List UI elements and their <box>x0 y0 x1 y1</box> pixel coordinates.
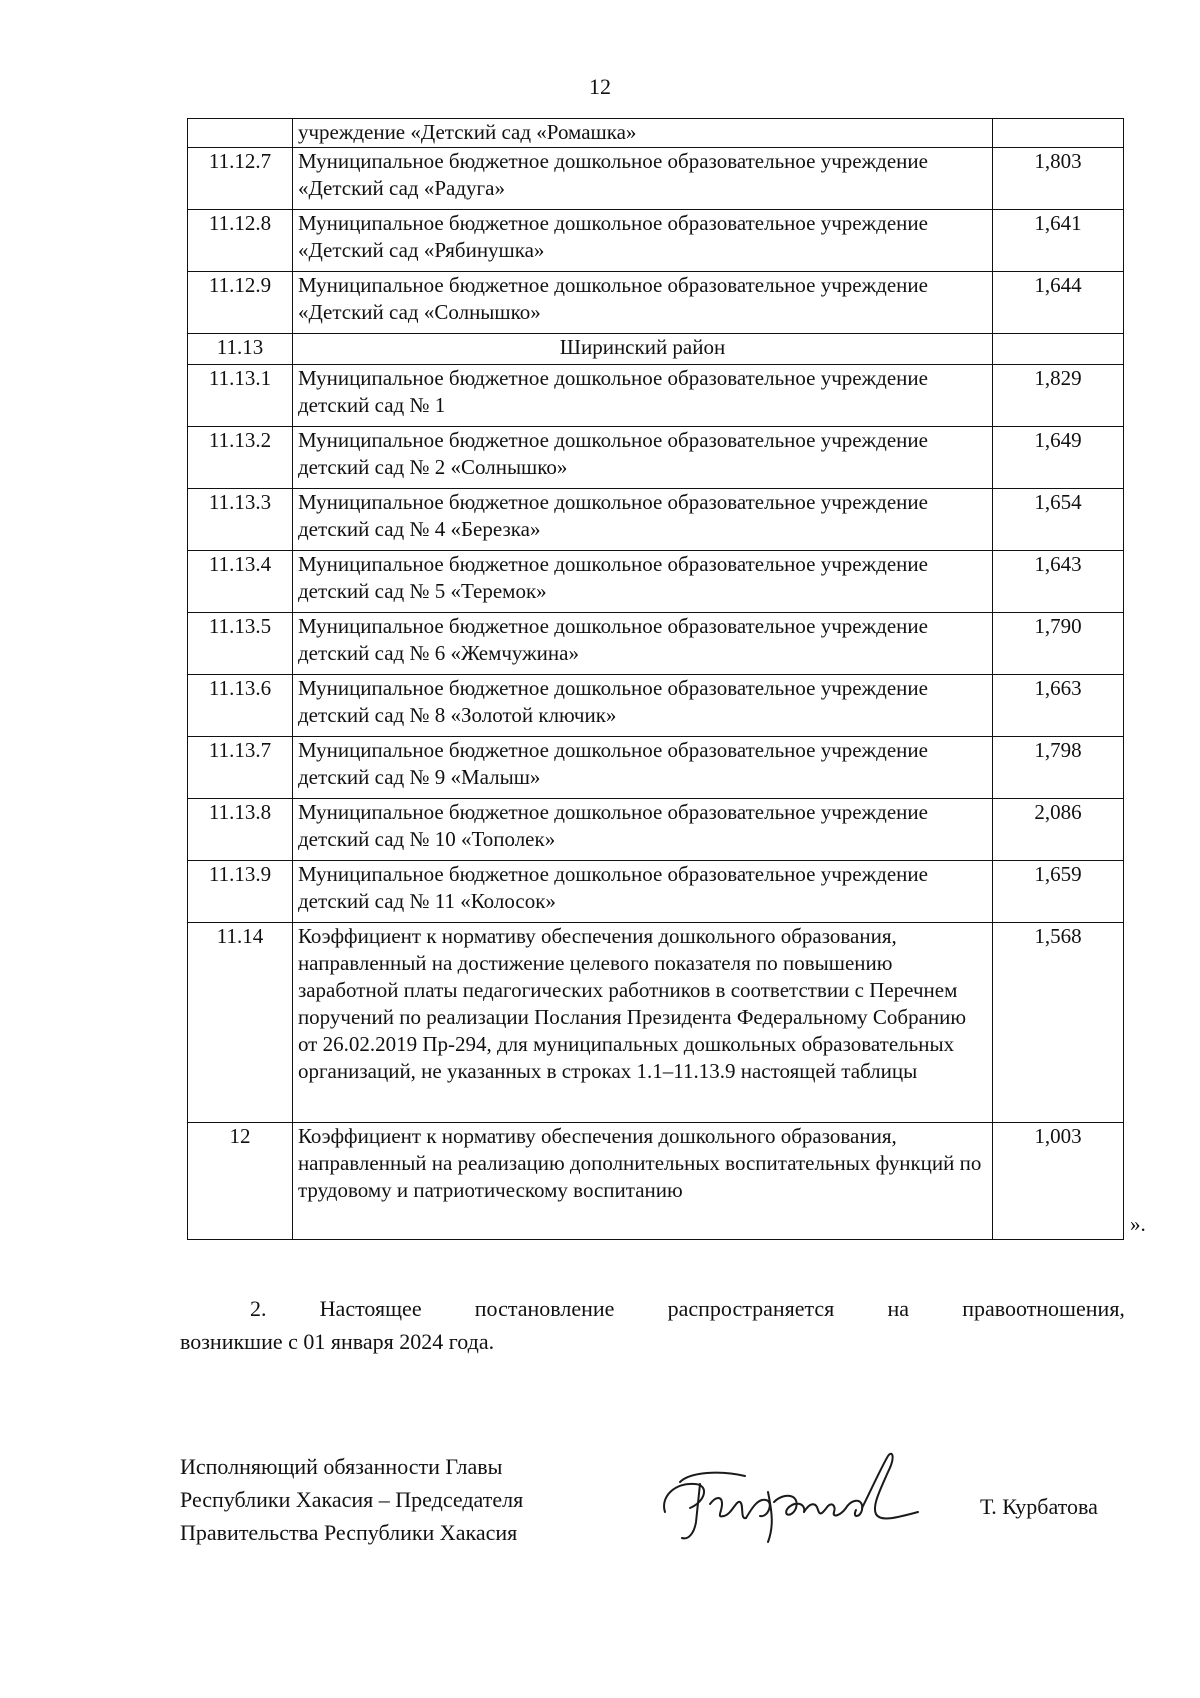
row-description: Муниципальное бюджетное дошкольное образовательное учреждение детский сад № 10 «Тополек» <box>292 799 992 861</box>
row-description: Коэффициент к нормативу обеспечения дошкольного образования, направленный на достижение целевого показателя по повышению заработной платы педагогических работников в соответствии с Перечнем поручений по реализации Послания Президента Федеральному Собранию от 26.02.2019 Пр-294, для муниципальных дошкольных образовательных организаций, не указанных в строках 1.1–11.13.9 настоящей таблицы <box>292 923 992 1123</box>
row-value: 1,641 <box>993 210 1124 272</box>
table-row <box>188 675 1124 737</box>
row-number: 11.12.9 <box>188 272 293 334</box>
row-description: Муниципальное бюджетное дошкольное образовательное учреждение «Детский сад «Радуга» <box>292 148 992 210</box>
table-row <box>188 551 1124 613</box>
row-number: 11.13.3 <box>188 489 293 551</box>
table-row <box>188 799 1124 861</box>
row-description: учреждение «Детский сад «Ромашка» <box>292 119 992 148</box>
table-row <box>188 148 1124 210</box>
table-row <box>188 427 1124 489</box>
row-value: 1,829 <box>993 365 1124 427</box>
row-number: 11.12.7 <box>188 148 293 210</box>
table-section-row <box>188 334 1124 365</box>
signer-title-line: Исполняющий обязанности Главы <box>180 1454 503 1479</box>
paragraph-word: правоотношения, <box>962 1296 1125 1321</box>
row-number: 11.13.5 <box>188 613 293 675</box>
table-row <box>188 119 1124 148</box>
paragraph-line-1 <box>180 1292 1125 1325</box>
row-value <box>993 334 1124 365</box>
signer-name: Т. Курбатова <box>980 1494 1098 1519</box>
row-number: 11.14 <box>188 923 293 1123</box>
signer-title-line: Республики Хакасия – Председателя <box>180 1487 524 1512</box>
table-row <box>188 923 1124 1123</box>
row-number: 11.13.7 <box>188 737 293 799</box>
row-description: Коэффициент к нормативу обеспечения дошкольного образования, направленный на реализацию дополнительных воспитательных функций по трудовому и патриотическому воспитанию <box>292 1123 992 1240</box>
table-row <box>188 272 1124 334</box>
row-value: 1,654 <box>993 489 1124 551</box>
row-value: 1,644 <box>993 272 1124 334</box>
page-number: 12 <box>589 74 611 99</box>
row-description: Муниципальное бюджетное дошкольное образовательное учреждение детский сад № 4 «Березка» <box>292 489 992 551</box>
row-value: 2,086 <box>993 799 1124 861</box>
row-value: 1,659 <box>993 861 1124 923</box>
table-row <box>188 489 1124 551</box>
row-description: Муниципальное бюджетное дошкольное образовательное учреждение детский сад № 5 «Теремок» <box>292 551 992 613</box>
row-value: 1,003 <box>993 1123 1124 1240</box>
paragraph-line-2: возникшие с 01 января 2024 года. <box>180 1329 495 1354</box>
table-row <box>188 613 1124 675</box>
table-row <box>188 861 1124 923</box>
row-number: 11.13.6 <box>188 675 293 737</box>
row-value: 1,790 <box>993 613 1124 675</box>
row-value <box>993 119 1124 148</box>
row-description: Муниципальное бюджетное дошкольное образовательное учреждение детский сад № 11 «Колосок» <box>292 861 992 923</box>
row-number <box>188 119 293 148</box>
paragraph-number: 2. <box>250 1296 267 1321</box>
row-value: 1,663 <box>993 675 1124 737</box>
row-description: Муниципальное бюджетное дошкольное образовательное учреждение детский сад № 1 <box>292 365 992 427</box>
handwritten-signature <box>650 1442 930 1557</box>
coefficients-table <box>187 118 1124 1240</box>
paragraph-word: распространяется <box>667 1296 835 1321</box>
signer-title <box>180 1450 523 1549</box>
row-value: 1,568 <box>993 923 1124 1123</box>
section-title: Ширинский район <box>292 334 992 365</box>
row-value: 1,798 <box>993 737 1124 799</box>
row-number: 11.13.1 <box>188 365 293 427</box>
row-number: 11.13.8 <box>188 799 293 861</box>
table-row <box>188 210 1124 272</box>
row-description: Муниципальное бюджетное дошкольное образовательное учреждение детский сад № 6 «Жемчужина» <box>292 613 992 675</box>
row-value: 1,803 <box>993 148 1124 210</box>
row-number: 11.13 <box>188 334 293 365</box>
paragraph-word: на <box>887 1296 910 1321</box>
paragraph-2 <box>180 1292 1125 1358</box>
row-description: Муниципальное бюджетное дошкольное образовательное учреждение «Детский сад «Рябинушка» <box>292 210 992 272</box>
paragraph-word: постановление <box>474 1296 615 1321</box>
paragraph-word: Настоящее <box>319 1296 422 1321</box>
row-number: 12 <box>188 1123 293 1240</box>
row-value: 1,649 <box>993 427 1124 489</box>
row-description: Муниципальное бюджетное дошкольное образовательное учреждение детский сад № 9 «Малыш» <box>292 737 992 799</box>
row-number: 11.13.4 <box>188 551 293 613</box>
row-description: Муниципальное бюджетное дошкольное образовательное учреждение детский сад № 8 «Золотой ключик» <box>292 675 992 737</box>
table-row <box>188 1123 1124 1240</box>
row-number: 11.13.2 <box>188 427 293 489</box>
row-description: Муниципальное бюджетное дошкольное образовательное учреждение «Детский сад «Солнышко» <box>292 272 992 334</box>
row-description: Муниципальное бюджетное дошкольное образовательное учреждение детский сад № 2 «Солнышко» <box>292 427 992 489</box>
row-value: 1,643 <box>993 551 1124 613</box>
signer-title-line: Правительства Республики Хакасия <box>180 1520 518 1545</box>
closing-quote: ». <box>1130 1212 1146 1236</box>
table-row <box>188 365 1124 427</box>
row-number: 11.13.9 <box>188 861 293 923</box>
table-row <box>188 737 1124 799</box>
row-number: 11.12.8 <box>188 210 293 272</box>
